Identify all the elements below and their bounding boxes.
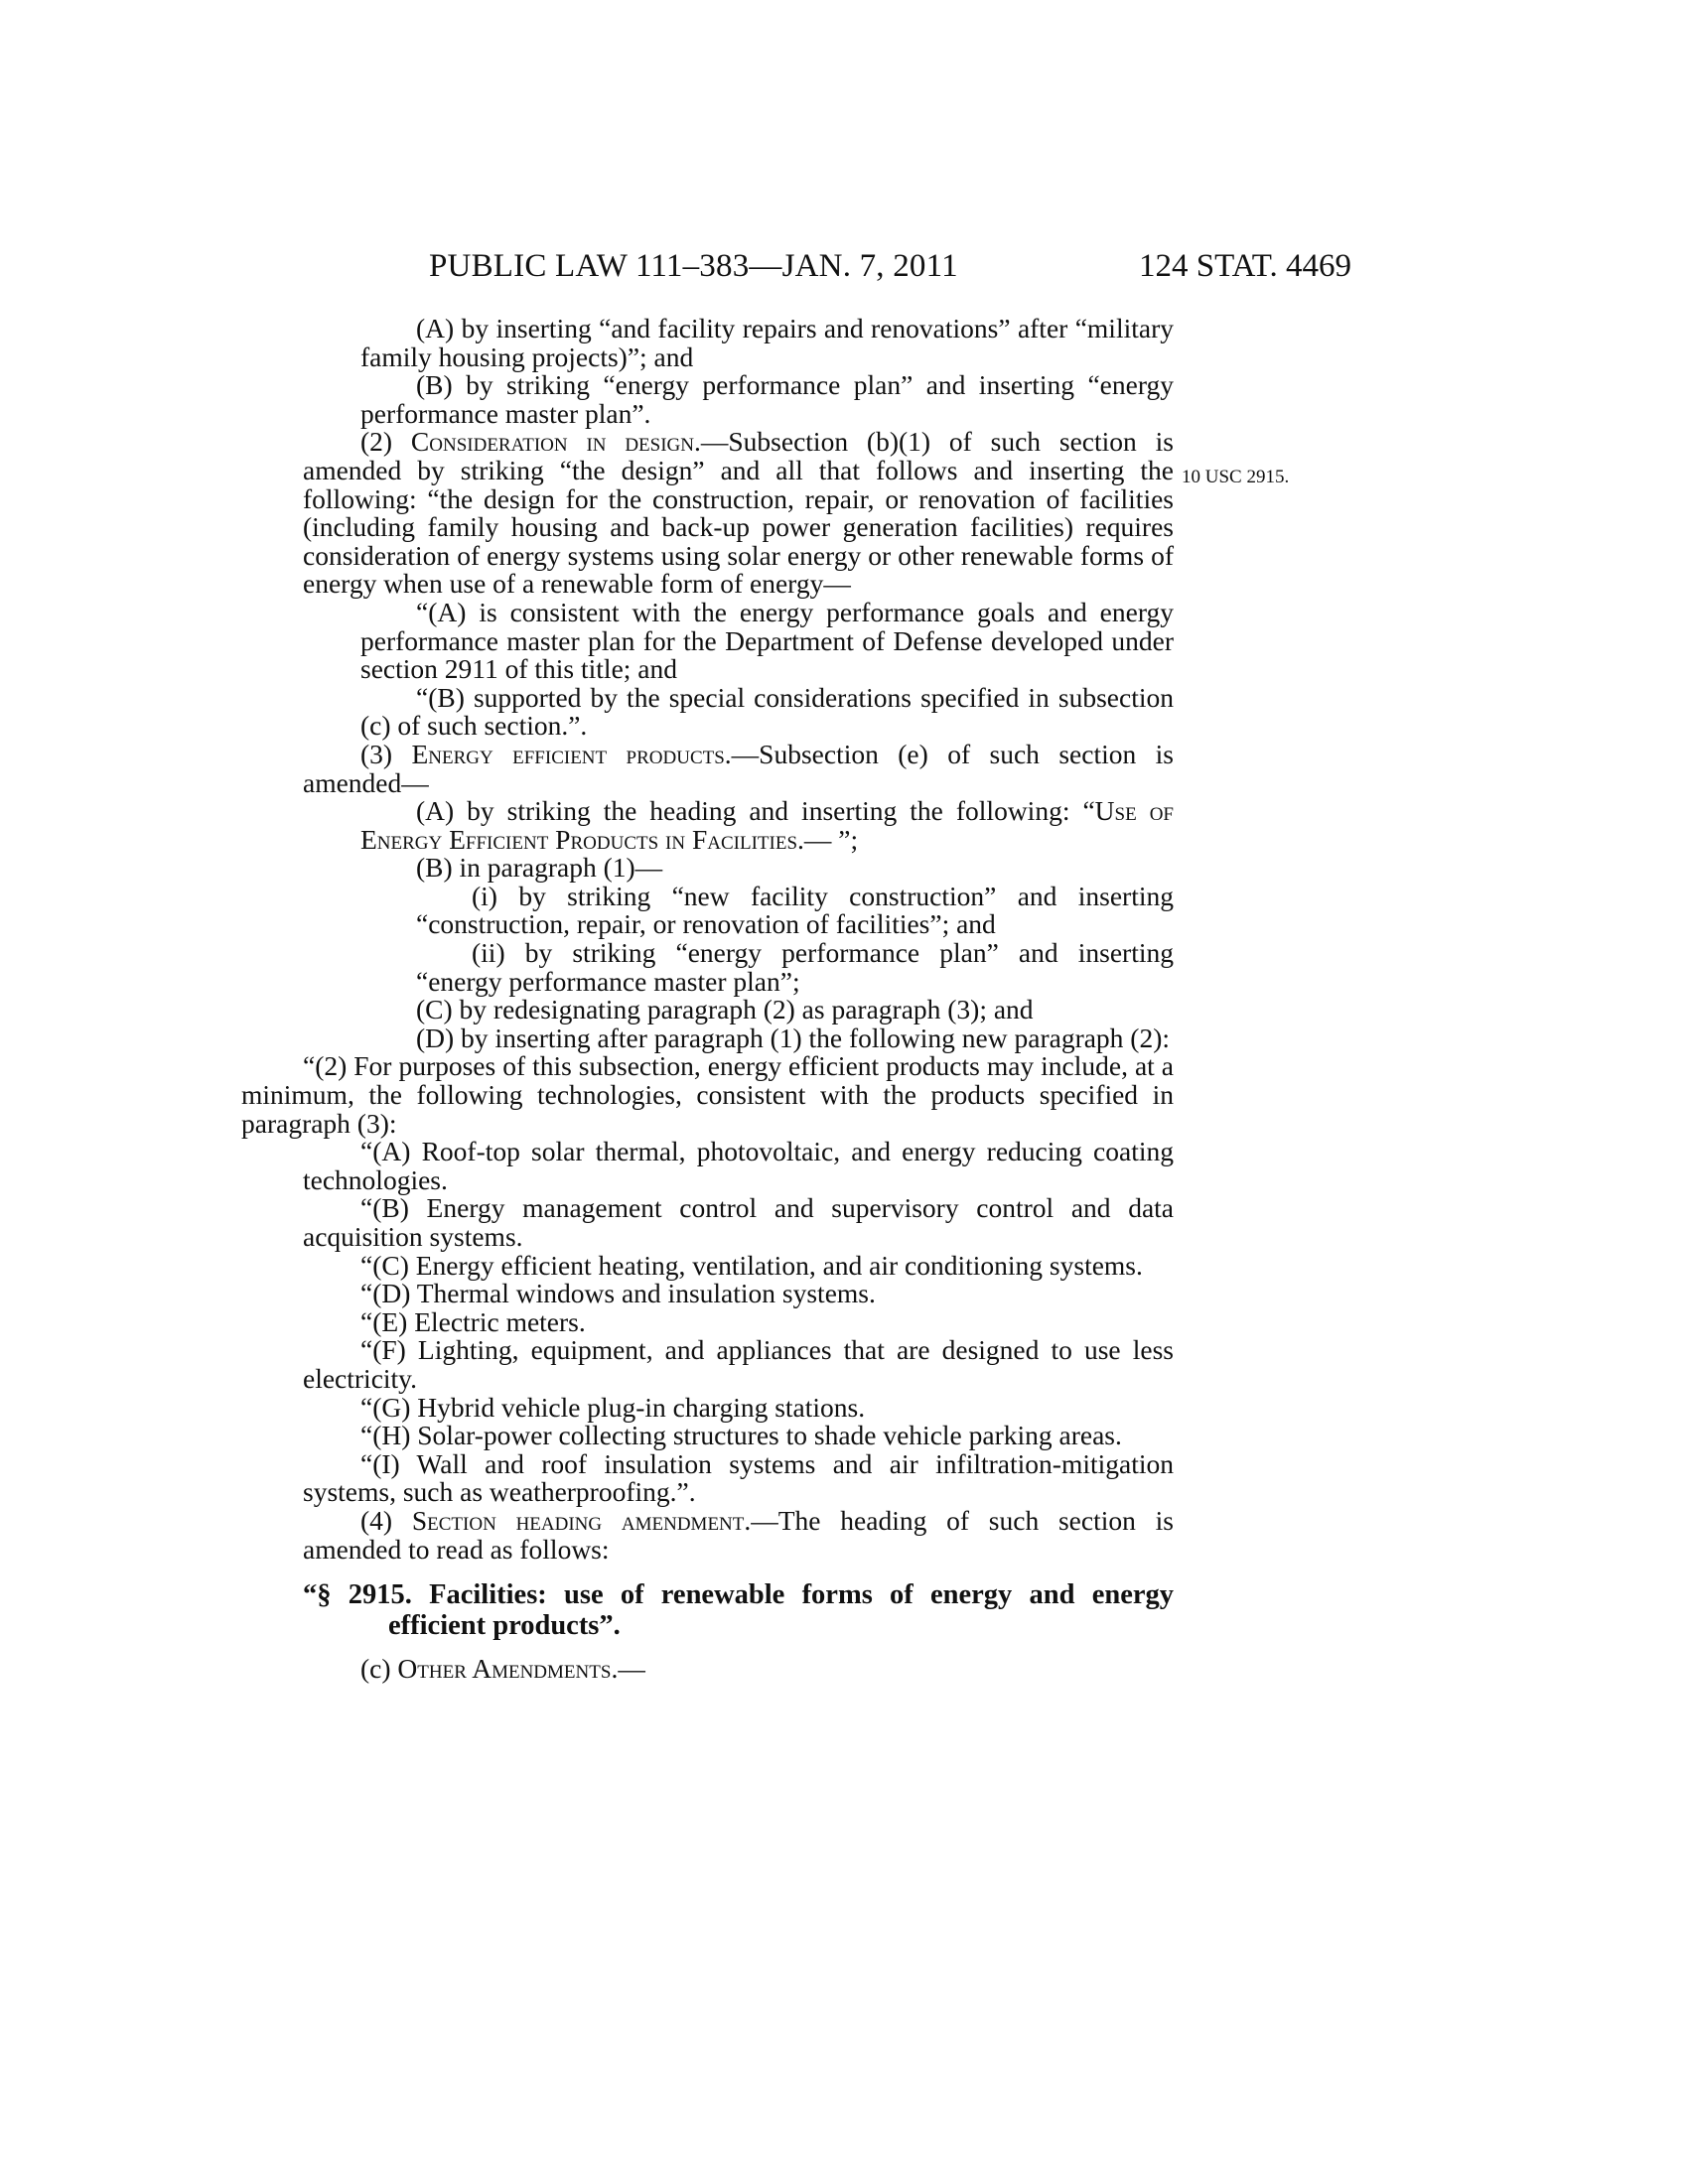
paragraph-number: (2) bbox=[360, 426, 411, 458]
running-header-page-number: 124 STAT. 4469 bbox=[1139, 248, 1352, 284]
technology-h: “(H) Solar-power collecting structures to shade vehicle parking areas. bbox=[360, 1420, 1122, 1451]
subsection-text: .— bbox=[611, 1653, 645, 1685]
subparagraph-d: (D) by inserting after paragraph (1) the following new paragraph (2): bbox=[416, 1022, 1171, 1053]
technology-e: “(E) Electric meters. bbox=[360, 1305, 586, 1337]
document-body bbox=[241, 313, 1174, 1685]
subparagraph-a-heading: (A) by striking the heading and inserting the following: “Use of Energy Efficient Products in Facilities.— ”; bbox=[360, 795, 1174, 855]
inserted-heading: Use of Energy Efficient Products in Facilities bbox=[360, 795, 1174, 855]
clause-i: (i) by striking “new facility construction” and inserting “construction, repair, or renovation of facilities”; and bbox=[416, 880, 1174, 940]
technology-b: “(B) Energy management control and supervisory control and data acquisition systems. bbox=[303, 1192, 1174, 1252]
paragraph-number: (3) bbox=[360, 738, 412, 769]
technology-c: “(C) Energy efficient heating, ventilation, and air conditioning systems. bbox=[360, 1249, 1143, 1281]
subsection-c-other-amendments bbox=[303, 1655, 1174, 1684]
technology-i: “(I) Wall and roof insulation systems and air infiltration-mitigation systems, such as weatherproofing.”. bbox=[303, 1447, 1174, 1508]
subparagraph-b: (B) in paragraph (1)— bbox=[416, 852, 663, 884]
subparagraph-c: (C) by redesignating paragraph (2) as paragraph (3); and bbox=[416, 994, 1034, 1025]
paragraph-text: .—Subsection (b)(1) of such section is amended by striking “the design” and all that follows and inserting the following: “the design for the construction, repair, or renovation of facilities (including family housing and back-up power generation facilities) requires consideration of energy systems using solar energy or other renewable forms of energy when use of a renewable form of energy— bbox=[303, 426, 1174, 600]
paragraph-heading: Consideration in design bbox=[410, 426, 694, 458]
paragraph-b-strike: (B) by striking “energy performance plan” and inserting “energy performance master plan”. bbox=[360, 369, 1174, 429]
technology-f: “(F) Lighting, equipment, and appliances that are designed to use less electricity. bbox=[303, 1334, 1174, 1394]
technology-a: “(A) Roof-top solar thermal, photovoltaic, and energy reducing coating technologies. bbox=[303, 1136, 1174, 1195]
running-header-title: PUBLIC LAW 111–383—JAN. 7, 2011 bbox=[429, 248, 958, 284]
paragraph-text: .—Subsection (e) of such section is amended— bbox=[303, 738, 1174, 798]
technology-g: “(G) Hybrid vehicle plug-in charging stations. bbox=[360, 1391, 866, 1423]
quoted-paragraph-2: “(2) For purposes of this subsection, energy efficient products may include, at a minimum, the following technologies, consistent with the products specified in paragraph (3): bbox=[241, 1050, 1174, 1139]
paragraph-text: .—The heading of such section is amended to read as follows: bbox=[303, 1504, 1174, 1565]
clause-ii: (ii) by striking “energy performance plan” and inserting “energy performance master plan”; bbox=[416, 937, 1174, 997]
quoted-paragraph-b: “(B) supported by the special considerations specified in subsection (c) of such section.”. bbox=[360, 681, 1174, 742]
subsection-number: (c) bbox=[360, 1653, 398, 1685]
paragraph-4-section-heading-amendment bbox=[303, 1504, 1174, 1565]
quoted-paragraph-a: “(A) is consistent with the energy performance goals and energy performance master plan for the Department of Defense developed under section 2911 of this title; and bbox=[360, 596, 1174, 685]
paragraph-a-insert: (A) by inserting “and facility repairs and renovations” after “military family housing projects)”; and bbox=[360, 313, 1174, 372]
paragraph-number: (4) bbox=[360, 1504, 412, 1536]
margin-citation: 10 USC 2915. bbox=[1182, 467, 1290, 487]
technology-d: “(D) Thermal windows and insulation systems. bbox=[360, 1278, 876, 1309]
paragraph-heading: Section heading amendment bbox=[411, 1504, 745, 1536]
section-heading-2915: “§ 2915. Facilities: use of renewable forms of energy and energy efficient products”. bbox=[303, 1579, 1174, 1642]
paragraph-3-energy-efficient-products bbox=[303, 738, 1174, 798]
paragraph-2-consideration-in-design bbox=[303, 428, 1174, 599]
subsection-heading: Other Amendments bbox=[397, 1653, 612, 1685]
paragraph-heading: Energy efficient products bbox=[411, 738, 725, 769]
